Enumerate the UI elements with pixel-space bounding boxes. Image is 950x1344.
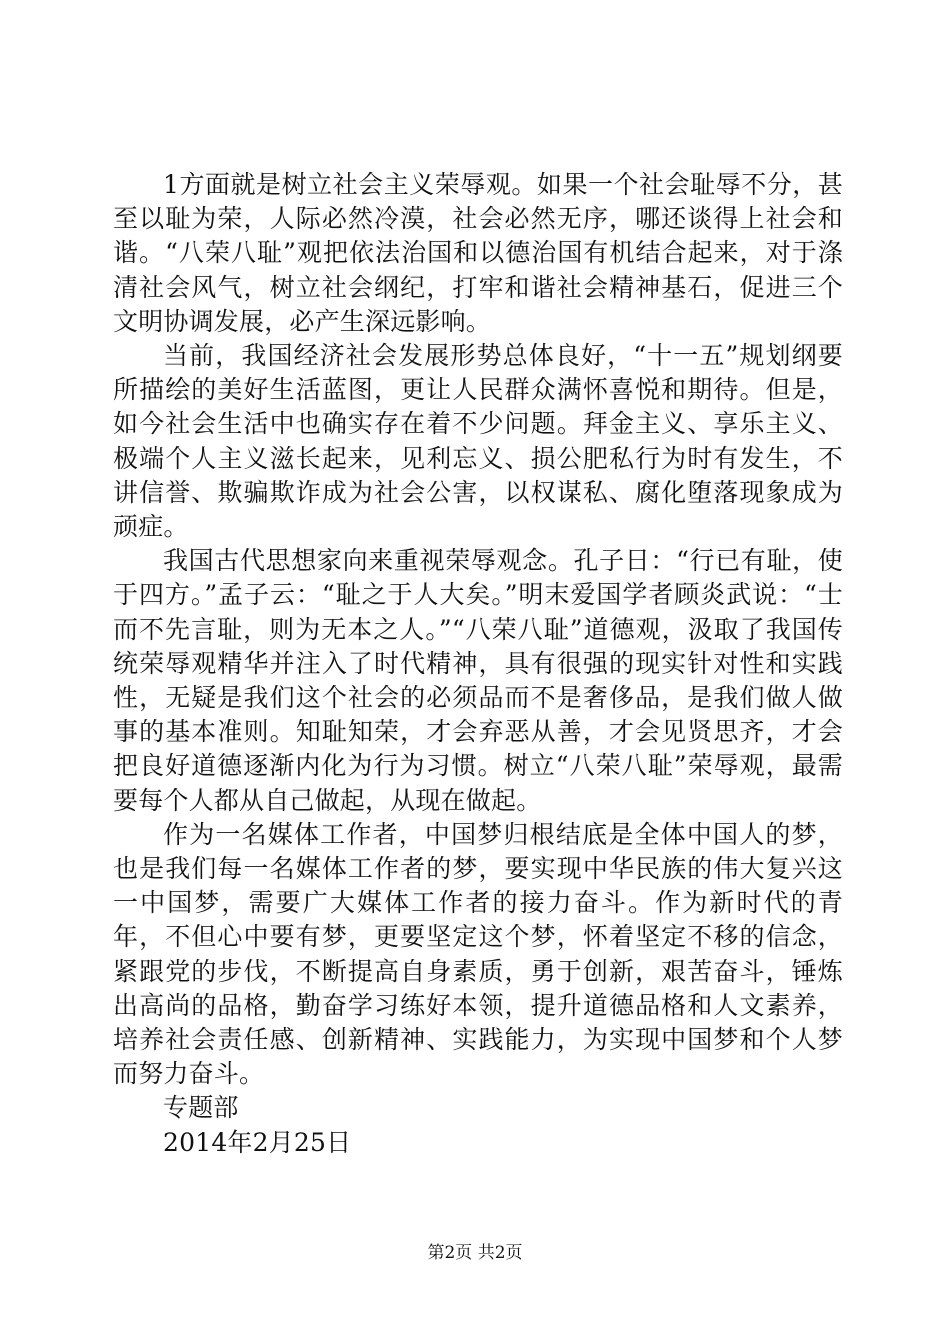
signature-date: 2014年2月25日 — [163, 1127, 352, 1157]
document-body — [113, 168, 843, 1160]
page-number-footer: 第2页 共2页 — [427, 1243, 523, 1263]
paragraph-4: 作为一名媒体工作者，中国梦归根结底是全体中国人的梦，也是我们每一名媒体工作者的梦，要实现中华民族的伟大复兴这一中国梦，需要广大媒体工作者的接力奋斗。作为新时代的青年，不但心中要有梦，更要坚定这个梦，怀着坚定不移的信念，紧跟党的步伐，不断提高自身素质，勇于创新，艰苦奋斗，锤炼出高尚的品格，勤奋学习练好本领，提升道德品格和人文素养，培养社会责任感、创新精神、实践能力，为实现中国梦和个人梦而努力奋斗。 — [113, 819, 843, 1089]
paragraph-3: 我国古代思想家向来重视荣辱观念。孔子日：“行已有耻，使于四方。”孟子云：“耻之于人大矣。”明末爱国学者顾炎武说：“士而不先言耻，则为无本之人。”“八荣八耻”道德观，汲取了我国传统荣辱观精华并注入了时代精神，具有很强的现实针对性和实践性，无疑是我们这个社会的必须品而不是奢侈品，是我们做人做事的基本准则。知耻知荣，才会弃恶从善，才会见贤思齐，才会把良好道德逐渐内化为行为习惯。树立“八荣八耻”荣辱观，最需要每个人都从自己做起，从现在做起。 — [113, 546, 843, 815]
paragraph-1: 1方面就是树立社会主义荣辱观。如果一个社会耻辱不分，甚至以耻为荣，人际必然冷漠，社会必然无序，哪还谈得上社会和谐。“八荣八耻”观把依法治国和以德治国有机结合起来，对于涤清社会风气，树立社会纲纪，打牢和谐社会精神基石，促进三个文明协调发展，必产生深远影响。 — [113, 170, 843, 336]
paragraph-2: 当前，我国经济社会发展形势总体良好，“十一五”规划纲要所描绘的美好生活蓝图，更让人民群众满怀喜悦和期待。但是，如今社会生活中也确实存在着不少问题。拜金主义、享乐主义、极端个人主义滋长起来，见利忘义、损公肥私行为时有发生，不讲信誉、欺骗欺诈成为社会公害，以权谋私、腐化堕落现象成为顽症。 — [113, 341, 843, 542]
signature-department: 专题部 — [163, 1093, 239, 1123]
